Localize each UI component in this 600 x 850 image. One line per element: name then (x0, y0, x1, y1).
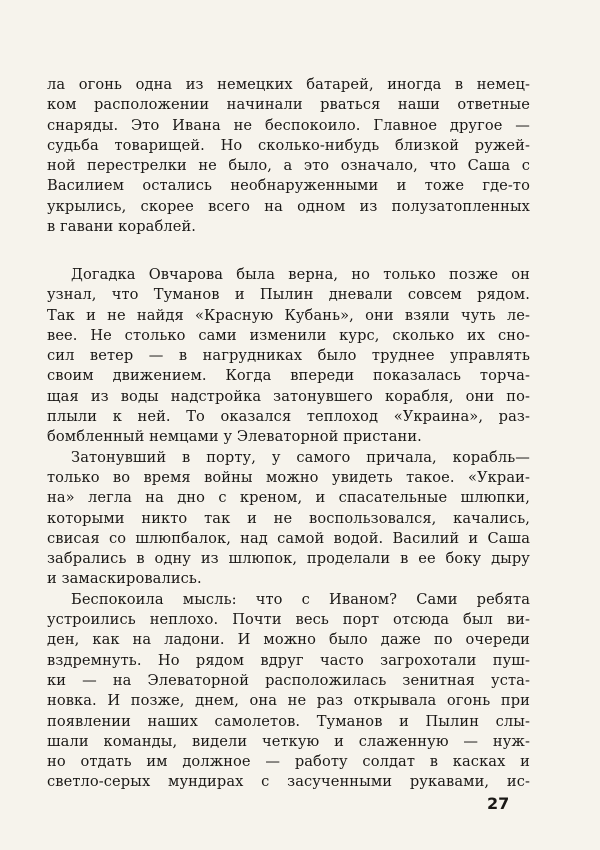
text-line: Затонувший в порту, у самого причала, корабль— (71, 448, 530, 466)
text-line: укрылись, скорее всего на одном из полузатопленных (47, 197, 530, 215)
text-line: которыми никто так и не воспользовался, качались, (47, 509, 530, 527)
text-line: ком расположении начинали рваться наши ответные (47, 96, 530, 114)
text-line: новка. И позже, днем, она не раз открывала огонь при (47, 692, 530, 710)
text-line: свисая со шлюпбалок, над самой водой. Василий и Саша (47, 529, 530, 547)
text-line: и замаскировались. (47, 570, 202, 588)
text-line: на» легла на дно с креном, и спасательные шлюпки, (47, 489, 530, 507)
text-line: но отдать им должное — работу солдат в касках и (47, 753, 530, 771)
text-line: вздремнуть. Но рядом вдруг часто загрохотали пуш- (47, 651, 530, 669)
text-line: светло-серых мундирах с засученными рукавами, ис- (47, 773, 530, 791)
text-line: только во время войны можно увидеть такое. «Украи- (47, 468, 530, 486)
text-line: ден, как на ладони. И можно было даже по очереди (47, 631, 530, 649)
text-line: узнал, что Туманов и Пылин дневали совсем рядом. (47, 286, 530, 304)
text-line: сил ветер — в нагрудниках было труднее управлять (47, 347, 530, 365)
text-line: Василием остались необнаруженными и тоже где-то (47, 177, 530, 195)
text-line: в гавани кораблей. (47, 218, 197, 236)
text-line: ки — на Элеваторной расположилась зенитная уста- (47, 671, 530, 689)
paragraph-block-1 (47, 75, 530, 237)
page-number: 27 (487, 794, 510, 813)
paragraph-block-2 (47, 265, 530, 793)
text-line: снаряды. Это Ивана не беспокоило. Главное другое — (47, 116, 530, 134)
text-line: ной перестрелки не было, а это означало, что Саша с (47, 157, 530, 175)
text-line: вее. Не столько сами изменили курс, сколько их сно- (47, 326, 530, 344)
text-line: шали команды, видели четкую и слаженную — нуж- (47, 732, 530, 750)
text-line: щая из воды надстройка затонувшего корабля, они по- (47, 387, 530, 405)
text-line: своим движением. Когда впереди показалась торча- (47, 367, 530, 385)
text-line: бомбленный немцами у Элеваторной пристани. (47, 428, 422, 446)
text-line: Догадка Овчарова была верна, но только позже он (71, 266, 530, 283)
text-line: судьба товарищей. Но сколько-нибудь близкой ружей- (47, 136, 530, 154)
text-line: Беспокоила мысль: что с Иваном? Сами ребята (71, 590, 530, 608)
text-line: плыли к ней. То оказался теплоход «Украина», раз- (47, 408, 530, 426)
text-line: появлении наших самолетов. Туманов и Пылин слы- (47, 712, 530, 730)
text-line: забрались в одну из шлюпок, проделали в ее боку дыру (47, 550, 530, 568)
text-line: Так и не найдя «Красную Кубань», они взяли чуть ле- (47, 306, 530, 324)
text-line: ла огонь одна из немецких батарей, иногда в немец- (47, 76, 530, 93)
text-line: устроились неплохо. Почти весь порт отсюда был ви- (47, 611, 530, 629)
